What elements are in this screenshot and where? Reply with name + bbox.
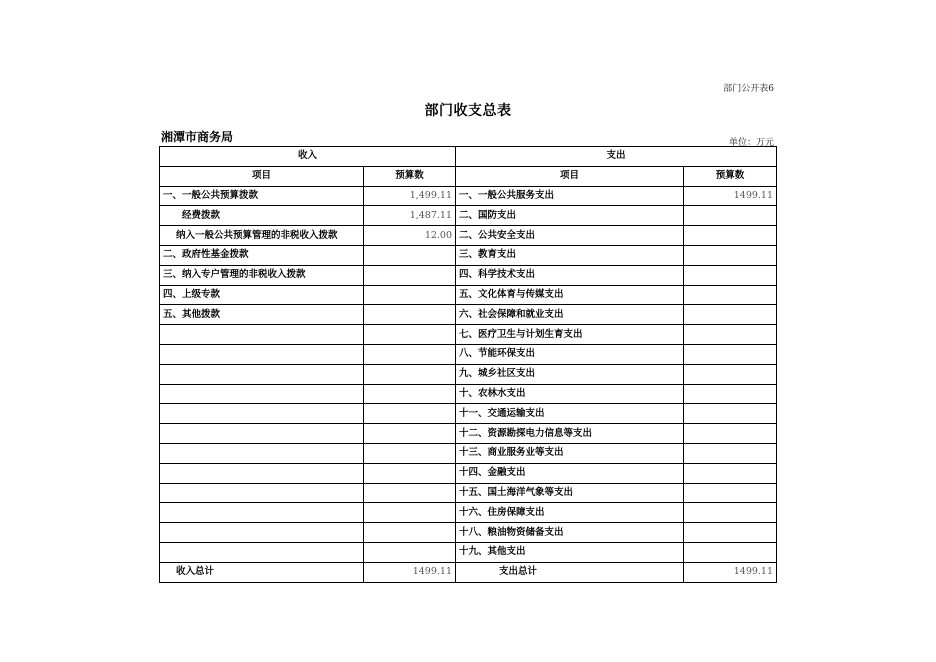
income-value-cell [364, 325, 456, 345]
expense-item-cell: 九、城乡社区支出 [456, 364, 684, 384]
expense-budget-header: 预算数 [684, 166, 777, 186]
expense-item-cell: 三、教育支出 [456, 245, 684, 265]
expense-value-cell [684, 265, 777, 285]
expense-value-cell [684, 404, 777, 424]
expense-value-cell [684, 483, 777, 503]
income-value-cell [364, 443, 456, 463]
expense-item-cell: 四、科学技术支出 [456, 265, 684, 285]
income-item-cell: 五、其他拨款 [160, 305, 364, 325]
expense-item-cell: 一、一般公共服务支出 [456, 186, 684, 206]
expense-item-cell: 十六、住房保障支出 [456, 503, 684, 523]
organization-name: 湘潭市商务局 [161, 130, 234, 144]
expense-value-cell [684, 206, 777, 226]
income-item-header: 项目 [160, 166, 364, 186]
expense-value-cell [684, 325, 777, 345]
expense-item-cell: 十四、金融支出 [456, 463, 684, 483]
income-value-cell [364, 305, 456, 325]
expense-item-cell: 十九、其他支出 [456, 542, 684, 562]
expense-value-cell [684, 285, 777, 305]
expense-item-cell: 十二、资源勘探电力信息等支出 [456, 424, 684, 444]
expense-total-value: 1499.11 [684, 562, 777, 582]
income-item-cell: 四、上级专款 [160, 285, 364, 305]
table-row [160, 226, 777, 246]
expense-value-cell [684, 226, 777, 246]
income-total-label: 收入总计 [160, 562, 364, 582]
table-row [160, 364, 777, 384]
table-row [160, 344, 777, 364]
income-value-cell [364, 503, 456, 523]
section-header-row [160, 147, 777, 167]
income-value-cell [364, 463, 456, 483]
table-row [160, 325, 777, 345]
income-value-cell [364, 245, 456, 265]
expense-item-cell: 十八、粮油物资储备支出 [456, 523, 684, 543]
totals-row [160, 562, 777, 582]
table-row [160, 463, 777, 483]
income-item-cell: 二、政府性基金拨款 [160, 245, 364, 265]
income-value-cell [364, 285, 456, 305]
income-value-cell: 12.00 [364, 226, 456, 246]
table-row [160, 265, 777, 285]
income-value-cell: 1,487.11 [364, 206, 456, 226]
income-item-cell [160, 542, 364, 562]
table-row [160, 285, 777, 305]
expense-value-cell [684, 542, 777, 562]
income-value-cell [364, 404, 456, 424]
income-header: 收入 [160, 147, 456, 167]
expense-item-cell: 六、社会保障和就业支出 [456, 305, 684, 325]
income-item-cell [160, 443, 364, 463]
income-value-cell [364, 483, 456, 503]
expense-item-cell: 十五、国土海洋气象等支出 [456, 483, 684, 503]
page-title: 部门收支总表 [424, 103, 512, 119]
table-row [160, 523, 777, 543]
income-value-cell: 1,499.11 [364, 186, 456, 206]
expense-item-cell: 二、国防支出 [456, 206, 684, 226]
income-value-cell [364, 265, 456, 285]
income-value-cell [364, 542, 456, 562]
income-item-cell [160, 503, 364, 523]
document-tag: 部门公开表6 [723, 84, 774, 94]
income-item-cell [160, 523, 364, 543]
income-value-cell [364, 523, 456, 543]
column-header-row [160, 166, 777, 186]
expense-item-cell: 二、公共安全支出 [456, 226, 684, 246]
income-item-cell [160, 325, 364, 345]
expense-value-cell [684, 245, 777, 265]
expense-value-cell [684, 305, 777, 325]
expense-value-cell [684, 424, 777, 444]
income-item-cell: 一、一般公共预算拨款 [160, 186, 364, 206]
expense-item-cell: 十三、商业服务业等支出 [456, 443, 684, 463]
expense-value-cell [684, 523, 777, 543]
income-item-cell [160, 364, 364, 384]
income-total-value: 1499.11 [364, 562, 456, 582]
table-row [160, 443, 777, 463]
income-item-cell [160, 463, 364, 483]
income-value-cell [364, 344, 456, 364]
income-item-cell [160, 404, 364, 424]
expense-item-cell: 七、医疗卫生与计划生育支出 [456, 325, 684, 345]
income-value-cell [364, 424, 456, 444]
income-item-cell: 纳入一般公共预算管理的非税收入拨款 [160, 226, 364, 246]
income-item-cell: 经费拨款 [160, 206, 364, 226]
income-budget-header: 预算数 [364, 166, 456, 186]
expense-header: 支出 [456, 147, 777, 167]
expense-item-cell: 十、农林水支出 [456, 384, 684, 404]
budget-table [159, 146, 777, 583]
table-row [160, 503, 777, 523]
expense-value-cell: 1499.11 [684, 186, 777, 206]
income-item-cell [160, 424, 364, 444]
expense-item-cell: 十一、交通运输支出 [456, 404, 684, 424]
income-item-cell [160, 384, 364, 404]
table-row [160, 186, 777, 206]
table-row [160, 384, 777, 404]
expense-item-header: 项目 [456, 166, 684, 186]
expense-value-cell [684, 364, 777, 384]
income-item-cell [160, 483, 364, 503]
table-row [160, 424, 777, 444]
table-row [160, 206, 777, 226]
expense-value-cell [684, 443, 777, 463]
expense-value-cell [684, 463, 777, 483]
income-item-cell [160, 344, 364, 364]
expense-value-cell [684, 344, 777, 364]
table-row [160, 245, 777, 265]
income-value-cell [364, 384, 456, 404]
table-row [160, 404, 777, 424]
unit-label: 单位：万元 [728, 138, 774, 148]
expense-value-cell [684, 503, 777, 523]
expense-item-cell: 八、节能环保支出 [456, 344, 684, 364]
expense-item-cell: 五、文化体育与传媒支出 [456, 285, 684, 305]
table-row [160, 542, 777, 562]
table-row [160, 483, 777, 503]
income-value-cell [364, 364, 456, 384]
expense-total-label: 支出总计 [456, 562, 684, 582]
income-item-cell: 三、纳入专户管理的非税收入拨款 [160, 265, 364, 285]
table-row [160, 305, 777, 325]
expense-value-cell [684, 384, 777, 404]
